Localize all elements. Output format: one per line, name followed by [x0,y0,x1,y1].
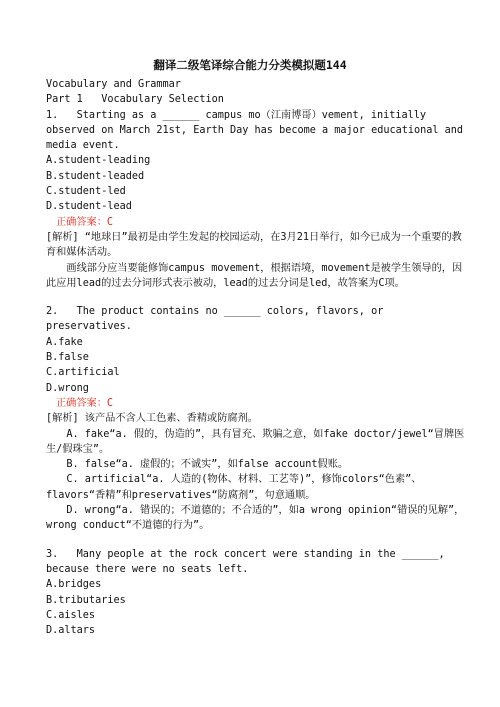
question-1 [46,108,470,292]
option-a: A.student-leading [46,155,151,167]
explanation-line: B. false“a. 虚假的；不诚实”，如false account假账。 [66,459,349,471]
option-d: D.altars [46,625,96,637]
question-2 [46,304,466,533]
question-stem: 2. The product contains no ______ colors, flavors, or preservatives. [46,306,390,333]
part-heading: Part 1 Vocabulary Selection [46,94,224,106]
document-content [46,77,470,638]
option-a: A.fake [46,336,83,348]
option-c: C.student-led [46,186,126,198]
question-stem: 1. Starting as a ______ campus mo（江南博哥）vement, initially observed on March 21st, Earth Day has become a major educational and media event. [46,109,470,152]
option-d: D.student-lead [46,201,132,213]
option-c: C.aisles [46,609,96,621]
explanation-line: 画线部分应当要能修饰campus movement，根据语境，movement是被学生领导的，因此应用lead的过去分词形式表示被动，lead的过去分词是led，故答案为C项。 [46,262,463,289]
spacer [46,291,466,304]
document-title: 翻译二级笔译综合能力分类模拟题144 [153,58,347,72]
option-a: A.bridges [46,579,102,591]
spacer [46,534,466,547]
option-b: B.false [46,352,89,364]
option-b: B.student-leaded [46,170,145,182]
question-3 [46,547,466,639]
question-stem: 3. Many people at the rock concert were standing in the ______, because there were no seats left. [46,548,451,575]
explanation-line: D. wrong“a. 错误的；不道德的；不合适的”，如a wrong opinion“错误的见解”，wrong conduct“不道德的行为”。 [46,505,465,532]
option-c: C.artificial [46,367,120,379]
correct-answer: 正确答案：C [56,397,114,409]
explanation-line: [解析] 该产品不含人工色素、香精或防腐剂。 [46,413,258,425]
option-d: D.wrong [46,382,89,394]
correct-answer: 正确答案：C [56,216,114,228]
option-b: B.tributaries [46,594,126,606]
explanation-line: A. fake“a. 假的，伪造的”，具有冒充、欺骗之意，如fake doctor/jewel“冒牌医生/假珠宝”。 [46,428,465,455]
explanation-line: C. artificial“a. 人造的(物体、材料、工艺等)”，修饰colors“色素”、flavors“香精”和preservatives“防腐剂”，句意通顺。 [46,474,422,501]
explanation-line: [解析] “地球日”最初是由学生发起的校园运动，在3月21日举行，如今已成为一个重要的教育和媒体活动。 [46,231,462,259]
section-heading: Vocabulary and Grammar [46,79,181,90]
